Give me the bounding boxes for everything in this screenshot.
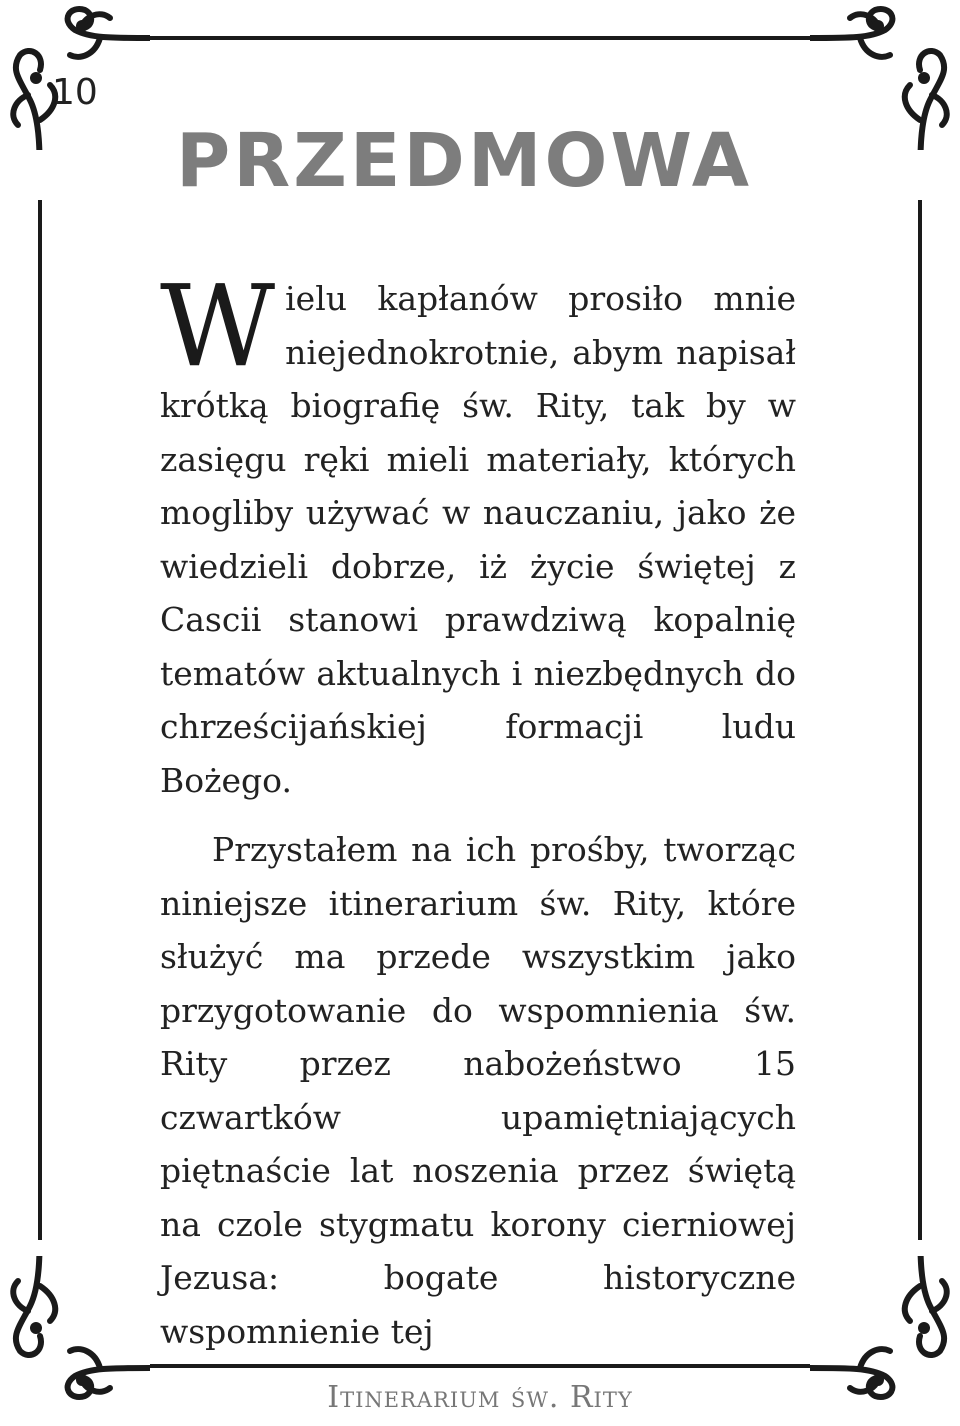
corner-flourish-top-right-icon	[810, 0, 960, 150]
running-footer: Itinerarium św. Rity	[327, 1380, 633, 1415]
paragraph-2: Przystałem na ich prośby, tworząc niniejsze itinerarium św. Rity, które służyć ma przede wszystkim jako przygotowanie do wspomnienia św. Rity przez nabożeństwo 15 czwartków upamiętniających piętnaście lat noszenia przez świętą na czole stygmatu korony cierniowej Jezusa: bogate historyczne wspomnienie tej	[160, 830, 796, 1351]
frame-left-line	[38, 200, 42, 1240]
frame-bottom-line	[150, 1364, 810, 1368]
drop-cap: W	[160, 262, 276, 392]
page-number: 10	[52, 72, 98, 113]
paragraph-1-text: ielu kapłanów prosiło mnie niejednokrotnie, abym napisał krótką biografię św. Rity, tak by w zasięgu ręki mieli materiały, których mogliby używać w nauczaniu, jako że wiedzieli dobrze, iż życie świętej z Cascii stanowi prawdziwą kopalnię tematów aktualnych i niezbędnych do chrześcijańskiej formacji ludu Bożego.	[160, 279, 796, 800]
frame-right-line	[918, 200, 922, 1240]
paragraph-1	[160, 262, 796, 807]
frame-top-line	[150, 36, 810, 40]
page-title: PRZEDMOWA	[176, 118, 752, 204]
